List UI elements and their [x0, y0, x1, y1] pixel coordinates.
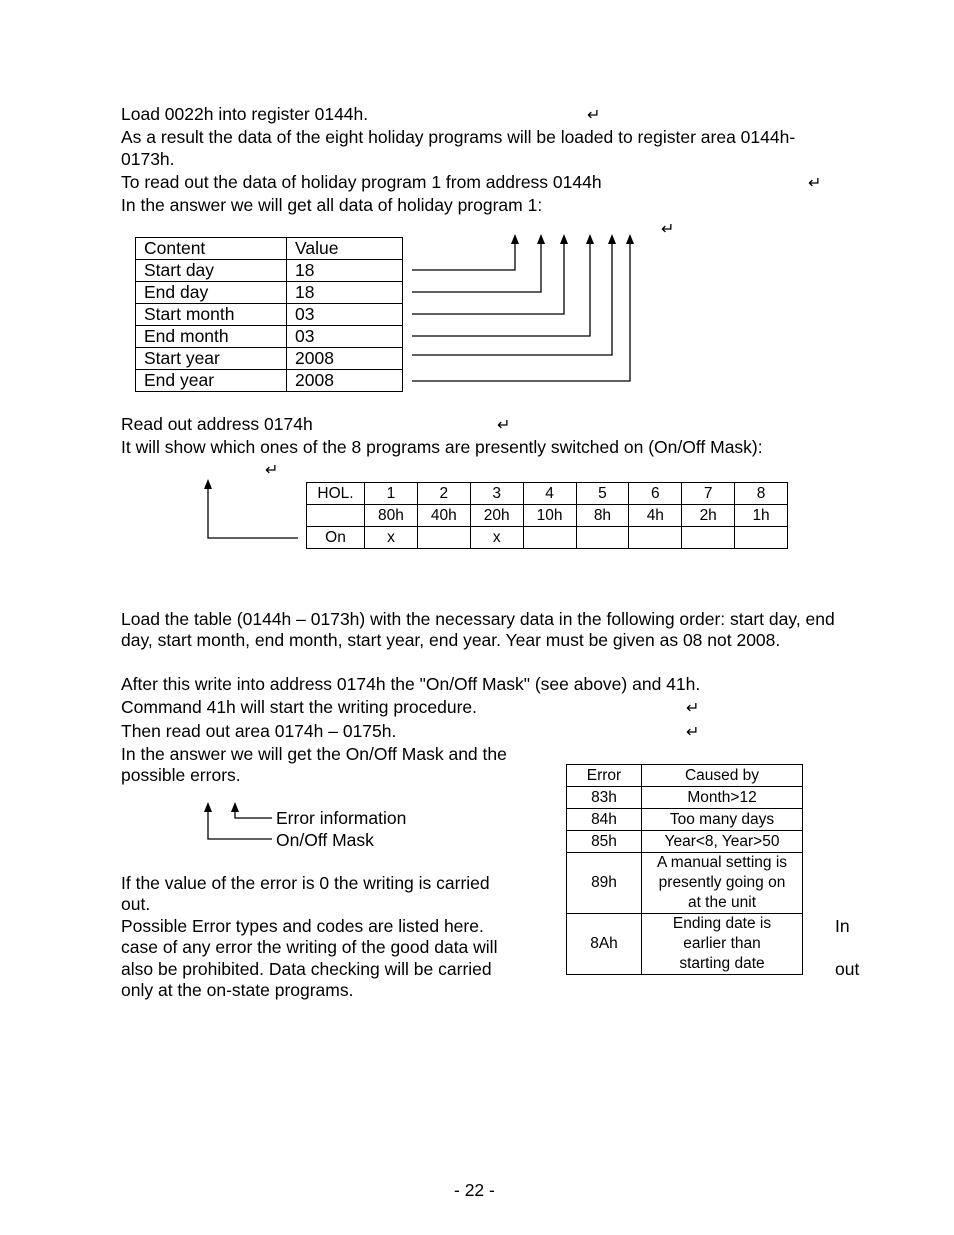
text-data-checking: also be prohibited. Data checking will be carried: [121, 959, 492, 979]
arrow-head-icon: [204, 802, 212, 812]
return-icon: ↵: [265, 462, 279, 479]
table-row: [567, 914, 803, 975]
arrow-head-icon: [626, 234, 634, 244]
table-cell: Year<8, Year>50: [642, 831, 803, 853]
table-header: Content: [136, 238, 287, 260]
table-cell: 18: [287, 282, 403, 304]
arrow-error-information: [235, 810, 272, 818]
text-answer-program1: In the answer we will get all data of holiday program 1:: [121, 195, 543, 215]
table-cell: 4: [523, 483, 576, 505]
text-error-types: Possible Error types and codes are listed here.: [121, 916, 484, 936]
arrow-on-off-mask: [208, 810, 272, 839]
table-cell: Start month: [136, 304, 287, 326]
table-cell: 2008: [287, 348, 403, 370]
table-cell: 6: [629, 483, 682, 505]
table-row: [307, 483, 788, 505]
text-result: As a result the data of the eight holiday programs will be loaded to register area 0144h-: [121, 127, 796, 147]
table-row: [567, 831, 803, 853]
return-icon: ↵: [808, 175, 822, 192]
page-number: - 22 -: [454, 1180, 495, 1200]
arrow-end-month: [412, 242, 590, 336]
arrow-mask: [208, 487, 298, 538]
table-cell: [735, 527, 788, 549]
label-error-information: Error information: [276, 808, 407, 828]
on-off-mask-table: [306, 482, 788, 549]
table-cell: 1: [365, 483, 418, 505]
table-cell: 5: [576, 483, 629, 505]
table-row: [136, 238, 403, 260]
table-cell: HOL.: [307, 483, 365, 505]
table-cell: Start day: [136, 260, 287, 282]
table-cell: x: [470, 527, 523, 549]
table-row: [136, 326, 403, 348]
table-cell: Too many days: [642, 809, 803, 831]
table-cell: A manual setting is presently going on at the unit: [642, 853, 803, 914]
text-on-state: only at the on-state programs.: [121, 980, 354, 1000]
table-row: [136, 282, 403, 304]
table-cell: 2008: [287, 370, 403, 392]
arrow-start-day: [412, 242, 515, 270]
table-cell: 83h: [567, 787, 642, 809]
arrow-start-year: [412, 242, 612, 355]
arrow-start-month: [412, 242, 564, 314]
table-header: Value: [287, 238, 403, 260]
text-error-types-tail: In: [835, 916, 850, 936]
text-write-mask: After this write into address 0174h the "On/Off Mask" (see above) and 41h.: [121, 674, 701, 694]
table-cell: [417, 527, 470, 549]
table-cell: Start year: [136, 348, 287, 370]
text-result-cont: 0173h.: [121, 149, 175, 169]
table-row: [567, 809, 803, 831]
label-on-off-mask: On/Off Mask: [276, 830, 374, 850]
text-answer-mask: In the answer we will get the On/Off Mask and the: [121, 744, 507, 764]
text-command-41h: Command 41h will start the writing procedure.: [121, 697, 477, 717]
table-row: [567, 765, 803, 787]
table-row: [307, 527, 788, 549]
table-cell: 4h: [629, 505, 682, 527]
table-cell: 85h: [567, 831, 642, 853]
table-cell: 03: [287, 304, 403, 326]
arrow-head-icon: [204, 479, 212, 489]
text-load-0022h: Load 0022h into register 0144h.: [121, 104, 369, 124]
text-read-area: Then read out area 0174h – 0175h.: [121, 721, 397, 741]
text-error-zero: If the value of the error is 0 the writing is carried: [121, 873, 490, 893]
arrow-head-icon: [586, 234, 594, 244]
table-cell: [576, 527, 629, 549]
text-error-zero-cont: out.: [121, 894, 151, 914]
table-cell: [523, 527, 576, 549]
table-cell: 84h: [567, 809, 642, 831]
table-cell: 03: [287, 326, 403, 348]
text-data-checking-tail: out: [835, 959, 860, 979]
table-cell: 8: [735, 483, 788, 505]
table-cell: 80h: [365, 505, 418, 527]
table-cell: End day: [136, 282, 287, 304]
table-cell: Ending date is earlier than starting date: [642, 914, 803, 975]
table-cell: End year: [136, 370, 287, 392]
table-cell: 8Ah: [567, 914, 642, 975]
table-row: [567, 853, 803, 914]
table-cell: 8h: [576, 505, 629, 527]
table-cell: 20h: [470, 505, 523, 527]
table-cell: 18: [287, 260, 403, 282]
table-cell: [682, 527, 735, 549]
text-read-program1: To read out the data of holiday program 1 from address 0144h: [121, 172, 602, 192]
arrow-head-icon: [537, 234, 545, 244]
table-cell: x: [365, 527, 418, 549]
arrow-end-day: [412, 242, 541, 292]
text-read-0174h: Read out address 0174h: [121, 414, 313, 434]
table-row: [567, 787, 803, 809]
table-cell: 10h: [523, 505, 576, 527]
text-prohibited: case of any error the writing of the good data will: [121, 937, 498, 957]
table-row: [136, 260, 403, 282]
table-cell: On: [307, 527, 365, 549]
arrow-head-icon: [511, 234, 519, 244]
table-header: Error: [567, 765, 642, 787]
return-icon: ↵: [587, 107, 601, 124]
table-cell: 7: [682, 483, 735, 505]
arrow-head-icon: [608, 234, 616, 244]
table-cell: 89h: [567, 853, 642, 914]
return-icon: ↵: [497, 417, 511, 434]
table-row: [136, 304, 403, 326]
table-cell: 2: [417, 483, 470, 505]
table-row: [136, 370, 403, 392]
table-cell: [307, 505, 365, 527]
table-cell: 1h: [735, 505, 788, 527]
table-cell: 2h: [682, 505, 735, 527]
arrow-head-icon: [231, 802, 239, 812]
text-mask-description: It will show which ones of the 8 programs are presently switched on (On/Off Mask):: [121, 437, 763, 457]
table-cell: 40h: [417, 505, 470, 527]
text-load-table: Load the table (0144h – 0173h) with the necessary data in the following order: start day, end day, start month, end month, start year, end year. Year must be given as 08 not 2008.: [121, 609, 835, 650]
holiday-program-table: [135, 237, 403, 392]
table-row: [307, 505, 788, 527]
return-icon: ↵: [661, 221, 675, 238]
table-cell: End month: [136, 326, 287, 348]
table-cell: 3: [470, 483, 523, 505]
return-icon: ↵: [686, 724, 700, 741]
arrow-end-year: [412, 242, 630, 381]
table-header: Caused by: [642, 765, 803, 787]
table-row: [136, 348, 403, 370]
text-answer-errors: possible errors.: [121, 765, 241, 785]
table-cell: [629, 527, 682, 549]
error-codes-table: [566, 764, 803, 975]
arrow-head-icon: [560, 234, 568, 244]
table-cell: Month>12: [642, 787, 803, 809]
return-icon: ↵: [686, 700, 700, 717]
